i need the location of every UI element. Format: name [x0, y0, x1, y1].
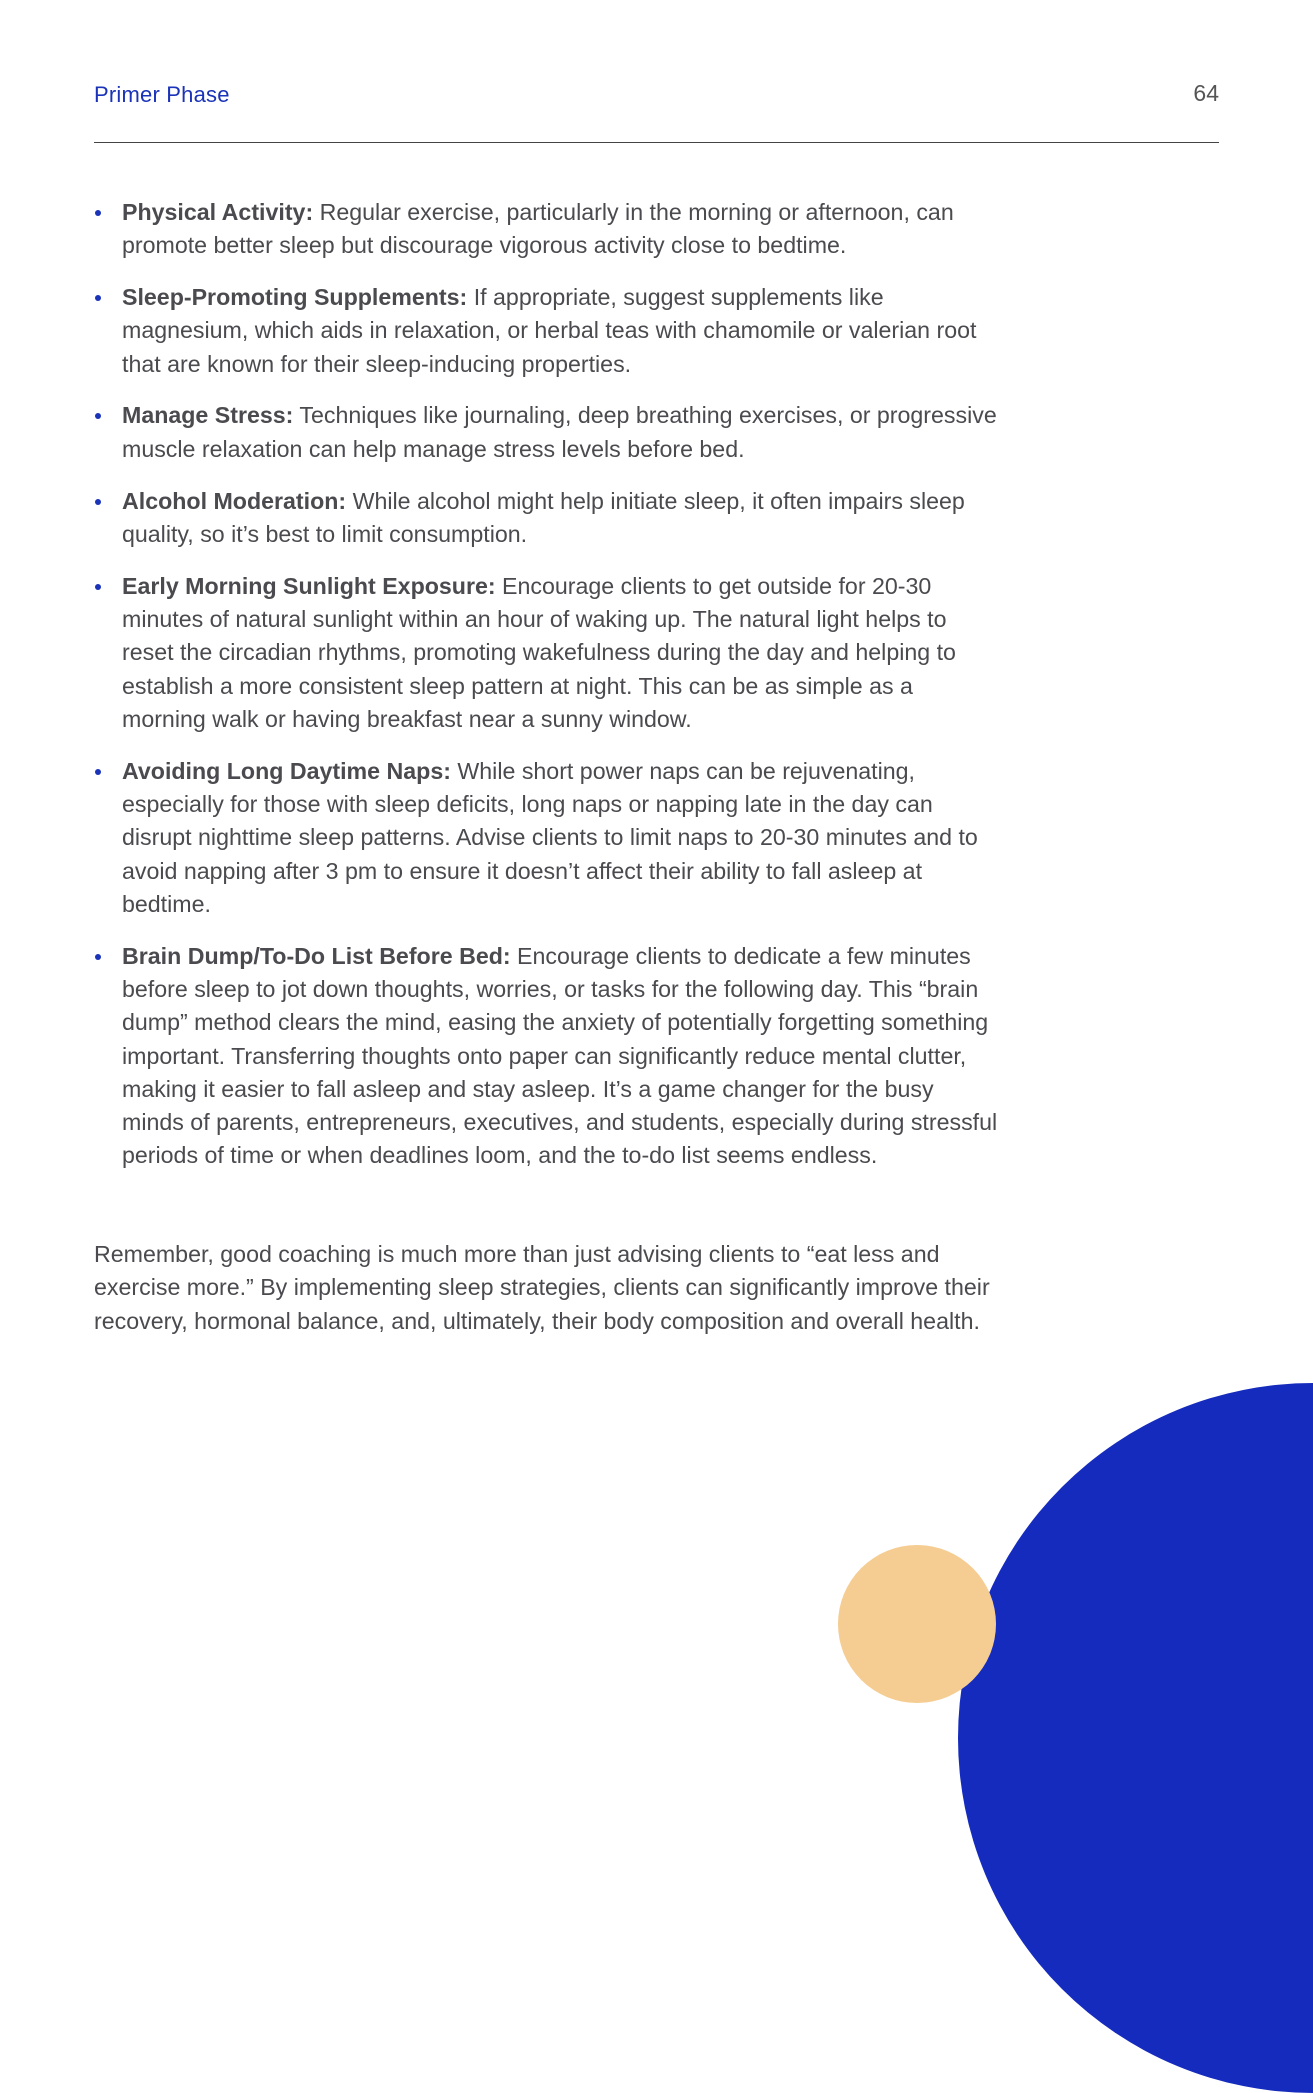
bullet-text: While alcohol might help initiate sleep, it often impairs sleep quality, so it’s best to limit consumption. — [122, 487, 965, 547]
bullet-alcohol-moderation — [94, 485, 999, 552]
bullet-dot-icon — [95, 499, 101, 505]
bullet-daytime-naps — [94, 755, 999, 921]
bullet-term: Physical Activity: — [122, 199, 314, 225]
bullet-brain-dump — [94, 940, 999, 1173]
bullet-dot-icon — [95, 584, 101, 590]
bullet-manage-stress — [94, 399, 999, 466]
bullet-text: Encourage clients to dedicate a few minutes before sleep to jot down thoughts, worries, or tasks for the following day. This “brain dump” method clears the mind, easing the anxiety of potentially forgetting something important. Transferring thoughts onto paper can significantly reduce mental clutter, making it easier to fall asleep and stay asleep. It’s a game changer for the busy minds of parents, entrepreneurs, executives, and students, especially during stressful periods of time or when deadlines loom, and the to-do list seems endless. — [122, 942, 998, 1169]
bullet-term: Sleep-Promoting Supplements: — [122, 284, 468, 311]
section-title: Primer Phase — [94, 82, 230, 107]
decorative-blue-circle — [958, 1383, 1313, 2093]
bullet-physical-activity — [94, 196, 999, 263]
bullet-sleep-supplements — [94, 281, 999, 381]
bullet-text: Encourage clients to get outside for 20-30 minutes of natural sunlight within an hour of waking up. The natural light helps to reset the circadian rhythms, promoting wakefulness during the day and helping to establish a more consistent sleep pattern at night. This can be as simple as a morning walk or having breakfast near a sunny window. — [122, 572, 956, 732]
bullet-text: Regular exercise, particularly in the morning or afternoon, can promote better sleep but discourage vigorous activity close to bedtime. — [122, 199, 954, 259]
page-number: 64 — [1193, 80, 1219, 106]
bullet-term: Alcohol Moderation: — [122, 487, 347, 514]
closing-paragraph: Remember, good coaching is much more than just advising clients to “eat less and exercise more.” By implementing sleep strategies, clients can significantly improve their recovery, hormonal balance, and, ultimately, their body composition and overall health. — [94, 1241, 990, 1334]
page-header — [94, 78, 1219, 143]
bullet-text: While short power naps can be rejuvenating, especially for those with sleep deficits, long naps or napping late in the day can disrupt nighttime sleep patterns. Advise clients to limit naps to 20-30 minutes and to avoid napping after 3 pm to ensure it doesn’t affect their ability to fall asleep at bedtime. — [122, 757, 978, 917]
tips-bullet-list — [94, 196, 999, 1191]
bullet-term: Avoiding Long Daytime Naps: — [122, 757, 451, 784]
bullet-text: Techniques like journaling, deep breathing exercises, or progressive muscle relaxation can help manage stress levels before bed. — [122, 402, 997, 462]
bullet-dot-icon — [95, 295, 101, 301]
bullet-term: Brain Dump/To-Do List Before Bed: — [122, 942, 511, 969]
bullet-dot-icon — [95, 413, 101, 419]
decorative-peach-circle — [838, 1545, 996, 1703]
bullet-dot-icon — [95, 210, 101, 216]
bullet-term: Manage Stress: — [122, 402, 294, 429]
bullet-dot-icon — [95, 769, 101, 775]
bullet-term: Early Morning Sunlight Exposure: — [122, 572, 496, 599]
bullet-morning-sunlight — [94, 570, 999, 736]
bullet-dot-icon — [95, 954, 101, 960]
bullet-text: If appropriate, suggest supplements like magnesium, which aids in relaxation, or herbal teas with chamomile or valerian root that are known for their sleep-inducing properties. — [122, 284, 977, 377]
